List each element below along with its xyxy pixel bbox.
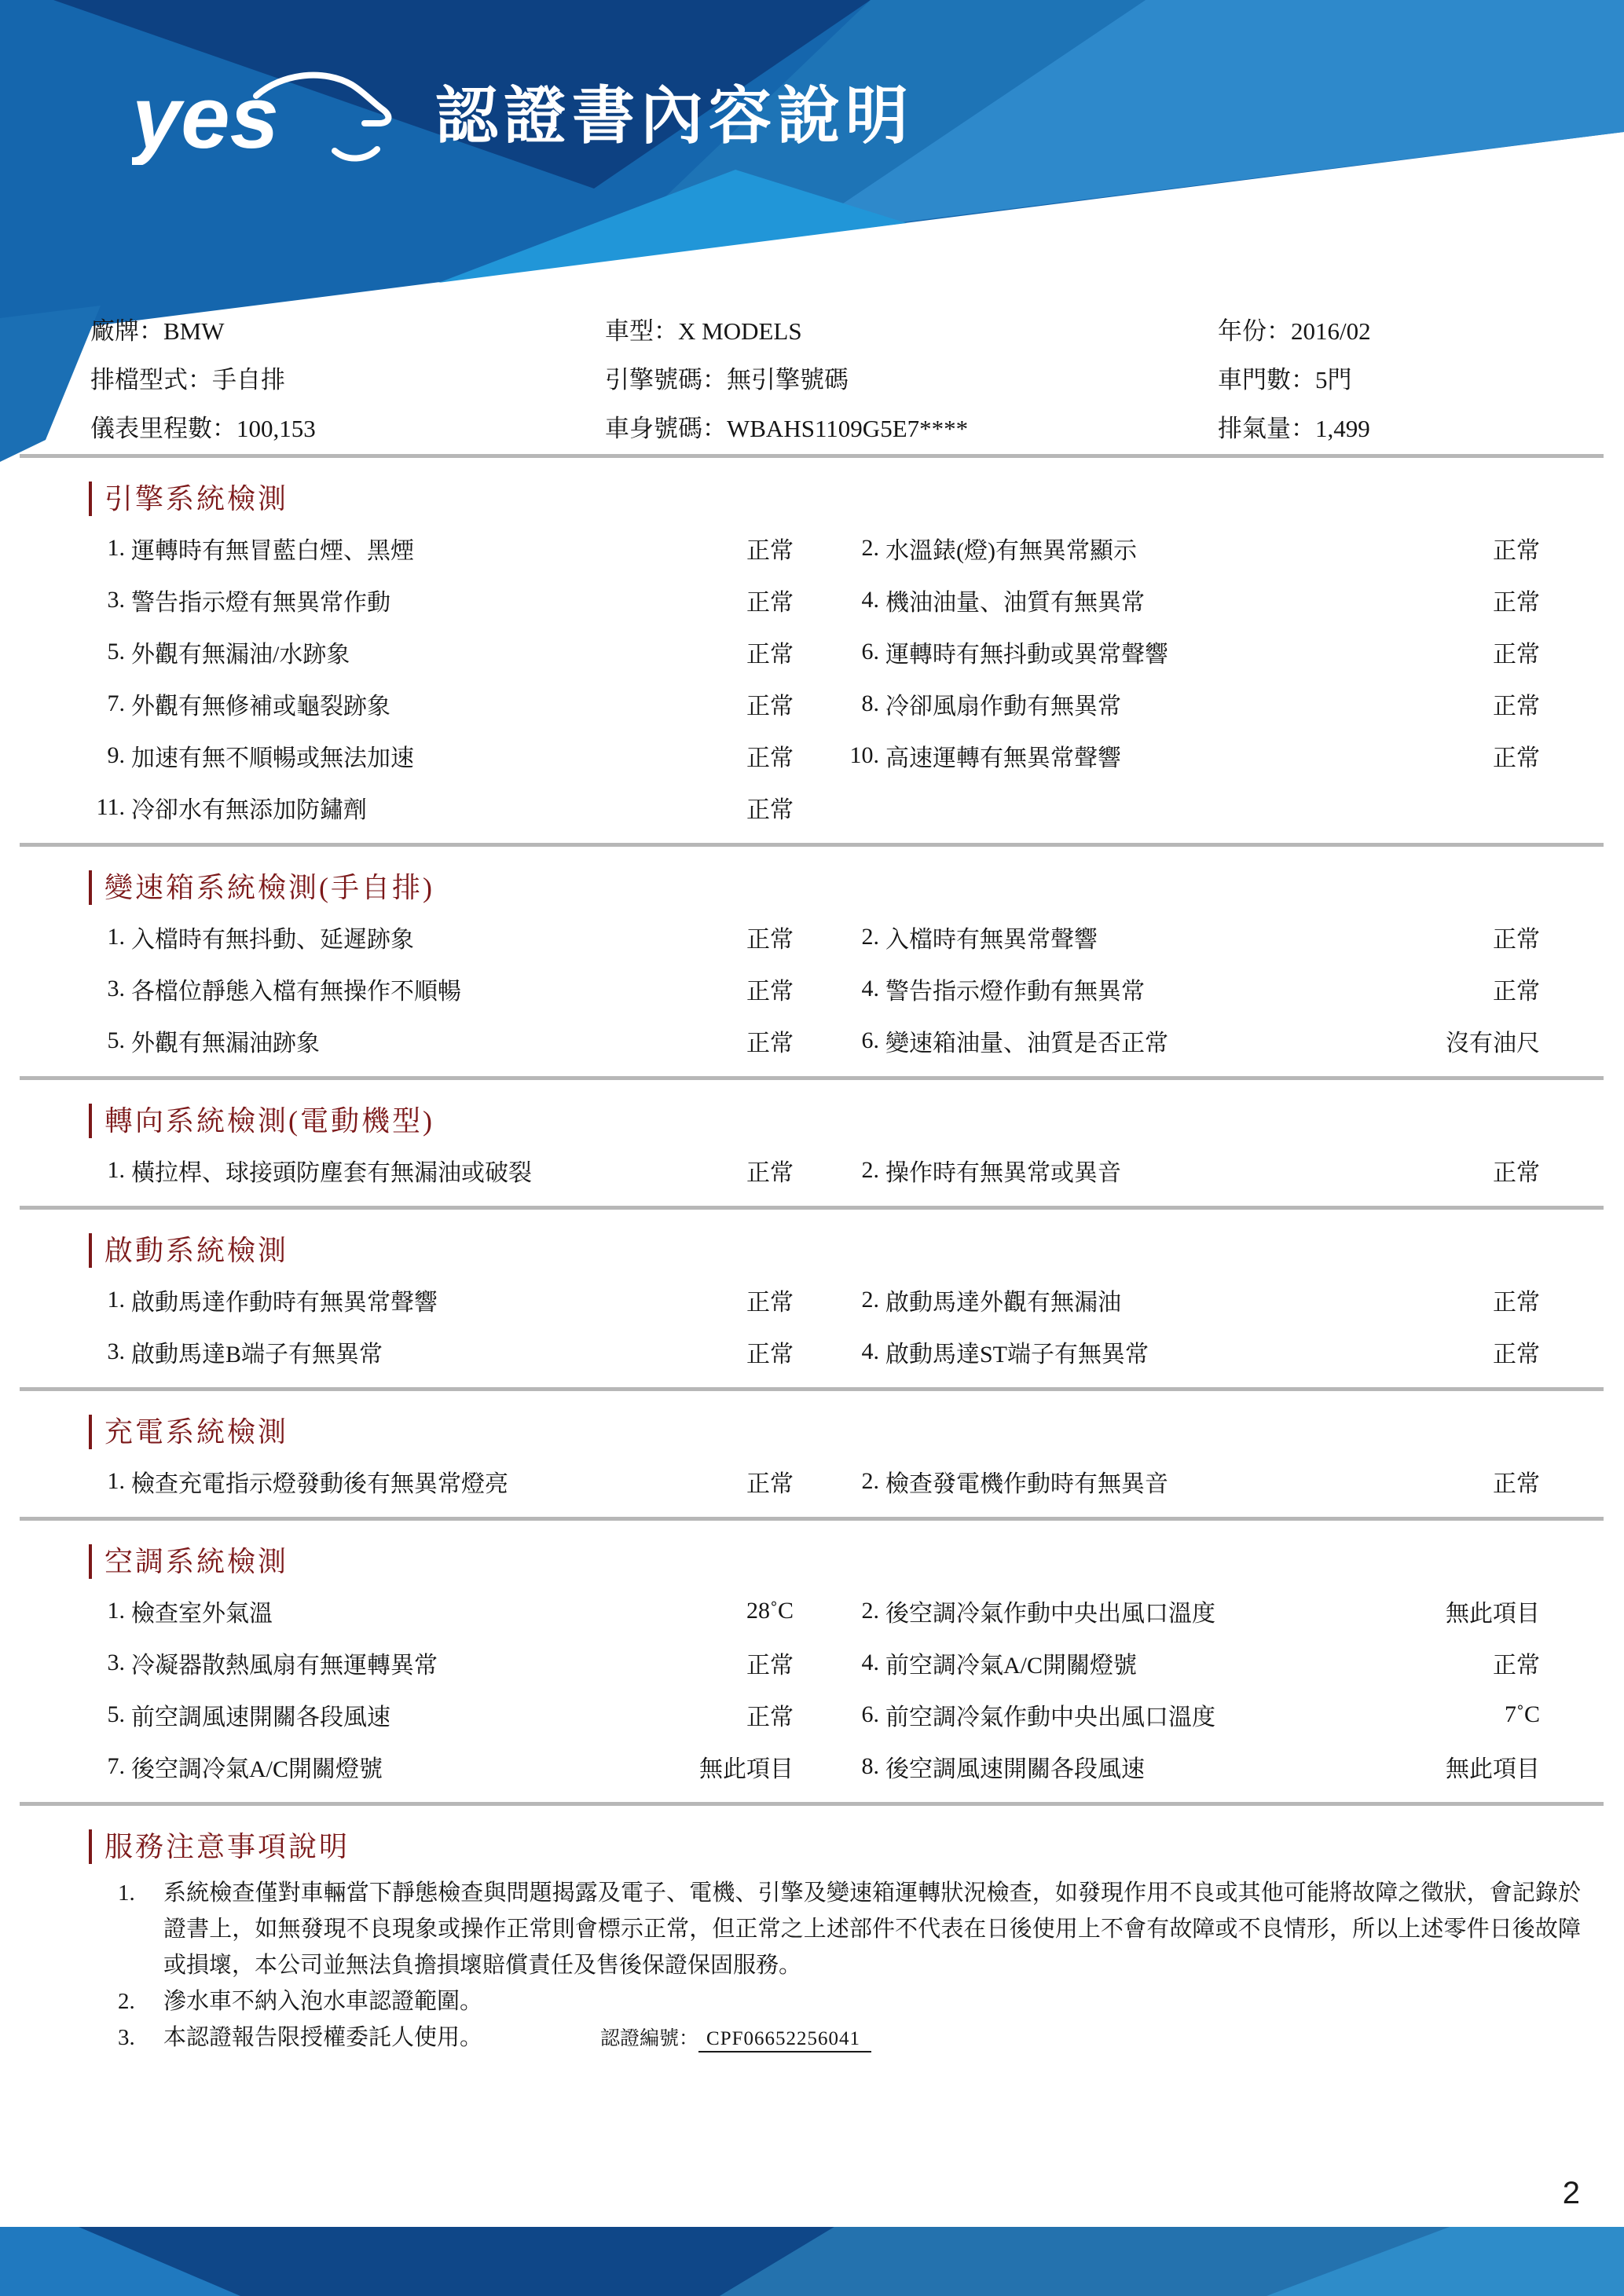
inspection-item-row (90, 963, 1540, 1015)
item-number: 6. (861, 639, 879, 665)
item-label: 後空調冷氣作動中央出風口溫度 (885, 1601, 1215, 1627)
vehicle-info-label: 排氣量： (1218, 415, 1315, 442)
item-label: 運轉時有無抖動或異常聲響 (885, 642, 1168, 668)
vehicle-info-label: 儀表里程數： (90, 415, 236, 442)
yes-logo-text: yes (132, 68, 279, 165)
item-status: 正常 (1493, 979, 1540, 1005)
item-number: 8. (861, 1753, 879, 1779)
item-number: 6. (861, 1701, 879, 1727)
vehicle-info-label: 廠牌： (90, 317, 163, 345)
note-number: 3. (118, 2025, 135, 2050)
item-status: 正常 (746, 797, 794, 823)
item-status: 正常 (746, 1290, 794, 1316)
inspection-item-row (90, 678, 1540, 730)
vehicle-info-field (90, 316, 605, 347)
item-label: 啟動馬達作動時有無異常聲響 (131, 1290, 438, 1316)
item-number: 2. (861, 924, 879, 950)
inspection-sections (0, 482, 1624, 1806)
item-number: 2. (861, 1468, 879, 1494)
inspection-section (0, 482, 1624, 847)
inspection-item-row (90, 626, 1540, 678)
vehicle-info-value: 5門 (1315, 366, 1352, 394)
inspection-item-row (90, 1144, 1540, 1196)
note-number: 1. (118, 1880, 135, 1906)
item-status: 7˚C (1505, 1701, 1540, 1727)
item-status: 無此項目 (699, 1756, 794, 1782)
item-label: 前空調冷氣A/C開關燈號 (885, 1653, 1138, 1679)
note-text (163, 1875, 1581, 1983)
item-status: 正常 (746, 1653, 794, 1679)
item-number: 1. (107, 1468, 125, 1494)
item-number: 3. (107, 976, 125, 1002)
separator (20, 1206, 1604, 1210)
item-status: 正常 (746, 1160, 794, 1186)
vehicle-info-value: 100,153 (236, 415, 316, 442)
item-status: 正常 (1493, 927, 1540, 953)
item-label: 外觀有無漏油跡象 (131, 1031, 320, 1056)
item-label: 機油油量、油質有無異常 (885, 590, 1145, 616)
item-label: 冷卻風扇作動有無異常 (885, 694, 1121, 720)
note-text (163, 1983, 1581, 2020)
item-label: 警告指示燈作動有無異常 (885, 979, 1145, 1005)
note-text-content: 本認證報告限授權委託人使用。 (163, 2025, 483, 2050)
service-note (118, 1875, 1581, 1983)
inspection-items (90, 1144, 1540, 1196)
vehicle-info-label: 車門數： (1218, 366, 1315, 394)
note-text-content: 系統檢查僅對車輛當下靜態檢查與問題揭露及電子、電機、引擎及變速箱運轉狀況檢查，如發現作用不良或其他可能將故障之徵狀，會記錄於證書上，如無發現不良現象或操作正常則會標示正常，但正常之上述部件不代表在日後使用上不會有故障或不良情形，所以上述零件日後故障或損壞，本公司並無法負擔損壞賠償責任及售後保證保固服務。 (163, 1880, 1581, 1978)
section-title: 充電系統檢測 (89, 1415, 1624, 1449)
item-number: 5. (107, 639, 125, 665)
inspection-item-row (90, 782, 1540, 833)
item-number: 6. (861, 1027, 879, 1053)
item-label: 冷凝器散熱風扇有無運轉異常 (131, 1653, 438, 1679)
item-number: 2. (861, 1157, 879, 1183)
item-number: 1. (107, 924, 125, 950)
item-status: 正常 (1493, 745, 1540, 771)
vehicle-info-field (90, 413, 605, 445)
item-number: 1. (107, 1287, 125, 1313)
vehicle-info-field (90, 364, 605, 396)
item-label: 啟動馬達B端子有無異常 (131, 1342, 383, 1368)
item-number: 7. (107, 1753, 125, 1779)
item-number: 8. (861, 690, 879, 716)
item-status: 正常 (746, 590, 794, 616)
certificate-body (0, 316, 1624, 2057)
item-label: 運轉時有無冒藍白煙、黑煙 (131, 538, 414, 564)
item-label: 檢查發電機作動時有無異音 (885, 1471, 1168, 1497)
inspection-item-row (90, 1015, 1540, 1067)
service-note (118, 1983, 1581, 2020)
vehicle-info-value: 手自排 (212, 366, 285, 394)
item-number: 1. (107, 535, 125, 561)
inspection-section (0, 870, 1624, 1080)
inspection-section (0, 1104, 1624, 1210)
item-status: 正常 (1493, 1342, 1540, 1368)
separator (20, 843, 1604, 847)
vehicle-info-field (1218, 413, 1540, 445)
separator (20, 454, 1604, 458)
inspection-item-row (90, 1456, 1540, 1507)
vehicle-info-value: WBAHS1109G5E7**** (727, 415, 969, 442)
item-status: 正常 (1493, 642, 1540, 668)
vehicle-info-label: 車型： (605, 317, 678, 345)
item-label: 檢查室外氣溫 (131, 1601, 273, 1627)
item-number: 11. (96, 794, 125, 820)
item-number: 5. (107, 1701, 125, 1727)
item-status: 正常 (746, 979, 794, 1005)
inspection-item-row (90, 1274, 1540, 1326)
vehicle-info-field (605, 364, 1218, 396)
inspection-items (90, 1456, 1540, 1507)
item-label: 操作時有無異常或異音 (885, 1160, 1121, 1186)
vehicle-info-field (605, 413, 1218, 445)
note-text (163, 2020, 1581, 2057)
item-number: 1. (107, 1157, 125, 1183)
item-label: 外觀有無修補或龜裂跡象 (131, 694, 390, 720)
inspection-items (90, 911, 1540, 1067)
item-label: 檢查充電指示燈發動後有無異常燈亮 (131, 1471, 508, 1497)
inspection-item-row (90, 1637, 1540, 1689)
item-status: 正常 (746, 642, 794, 668)
header (132, 68, 914, 165)
item-status: 28˚C (746, 1598, 794, 1624)
section-title: 變速箱系統檢測(手自排) (89, 870, 1624, 905)
item-status: 正常 (746, 1705, 794, 1730)
item-number: 10. (849, 742, 879, 768)
inspection-item-row (90, 1326, 1540, 1378)
item-label: 水溫錶(燈)有無異常顯示 (885, 538, 1137, 564)
vehicle-info-value: 2016/02 (1291, 317, 1371, 345)
item-status: 正常 (1493, 538, 1540, 564)
item-status: 正常 (1493, 1290, 1540, 1316)
item-status: 正常 (746, 927, 794, 953)
separator (20, 1517, 1604, 1521)
item-status: 正常 (746, 1471, 794, 1497)
item-label: 高速運轉有無異常聲響 (885, 745, 1121, 771)
inspection-section (0, 1415, 1624, 1521)
item-label: 各檔位靜態入檔有無操作不順暢 (131, 979, 461, 1005)
item-number: 7. (107, 690, 125, 716)
item-number: 1. (107, 1598, 125, 1624)
item-number: 4. (861, 1650, 879, 1675)
separator (20, 1802, 1604, 1806)
service-notes-section (0, 1829, 1624, 2057)
section-title: 引擎系統檢測 (89, 482, 1624, 516)
item-status: 沒有油尺 (1446, 1031, 1540, 1056)
certification-number-label: 認證編號： (600, 2028, 699, 2049)
item-status: 無此項目 (1446, 1756, 1540, 1782)
page-number: 2 (1562, 2176, 1580, 2210)
item-number: 2. (861, 1287, 879, 1313)
item-number: 3. (107, 1338, 125, 1364)
item-number: 5. (107, 1027, 125, 1053)
item-number: 4. (861, 976, 879, 1002)
vehicle-info-value: 1,499 (1315, 415, 1370, 442)
item-status: 正常 (1493, 1160, 1540, 1186)
inspection-items (90, 522, 1540, 833)
item-label: 前空調風速開關各段風速 (131, 1705, 390, 1730)
item-status: 正常 (746, 1342, 794, 1368)
separator (20, 1076, 1604, 1080)
item-label: 前空調冷氣作動中央出風口溫度 (885, 1705, 1215, 1730)
yes-logo (132, 68, 399, 165)
inspection-item-row (90, 574, 1540, 626)
item-label: 橫拉桿、球接頭防塵套有無漏油或破裂 (131, 1160, 532, 1186)
item-label: 入檔時有無異常聲響 (885, 927, 1098, 953)
inspection-item-row (90, 730, 1540, 782)
item-number: 3. (107, 1650, 125, 1675)
item-status: 正常 (1493, 1653, 1540, 1679)
note-number: 2. (118, 1989, 135, 2014)
vehicle-info-value: 無引擎號碼 (727, 366, 849, 394)
footer-background (0, 2227, 1624, 2296)
vehicle-info-field (1218, 316, 1540, 347)
item-status: 正常 (1493, 590, 1540, 616)
vehicle-info-value: X MODELS (678, 317, 802, 345)
item-status: 正常 (1493, 1471, 1540, 1497)
item-status: 正常 (746, 538, 794, 564)
item-label: 警告指示燈有無異常作動 (131, 590, 390, 616)
item-label: 後空調風速開關各段風速 (885, 1756, 1145, 1782)
section-title: 啟動系統檢測 (89, 1233, 1624, 1268)
inspection-section (0, 1544, 1624, 1806)
vehicle-info-field (605, 316, 1218, 347)
inspection-section (0, 1233, 1624, 1391)
page-title: 認證書內容說明 (435, 81, 914, 151)
item-status: 無此項目 (1446, 1601, 1540, 1627)
item-number: 2. (861, 535, 879, 561)
item-number: 3. (107, 587, 125, 613)
item-label: 外觀有無漏油/水跡象 (131, 642, 350, 668)
vehicle-info (90, 316, 1624, 445)
separator (20, 1387, 1604, 1391)
section-title-service-notes: 服務注意事項說明 (89, 1829, 1624, 1864)
item-label: 冷卻水有無添加防鏽劑 (131, 797, 367, 823)
item-number: 4. (861, 587, 879, 613)
certification-number-value: CPF06652256041 (698, 2028, 871, 2052)
inspection-item-row (90, 522, 1540, 574)
item-label: 加速有無不順暢或無法加速 (131, 745, 414, 771)
item-label: 變速箱油量、油質是否正常 (885, 1031, 1168, 1056)
item-status: 正常 (746, 1031, 794, 1056)
item-label: 啟動馬達外觀有無漏油 (885, 1290, 1121, 1316)
item-number: 9. (107, 742, 125, 768)
item-status: 正常 (746, 745, 794, 771)
item-label: 後空調冷氣A/C開關燈號 (131, 1756, 383, 1782)
service-notes-list (118, 1875, 1581, 2057)
vehicle-info-label: 引擎號碼： (605, 366, 727, 394)
inspection-item-row (90, 1585, 1540, 1637)
item-label: 啟動馬達ST端子有無異常 (885, 1342, 1149, 1368)
certification-number (600, 2028, 871, 2049)
section-title: 轉向系統檢測(電動機型) (89, 1104, 1624, 1138)
inspection-item-row (90, 1741, 1540, 1792)
item-label: 入檔時有無抖動、延遲跡象 (131, 927, 414, 953)
note-text-content: 滲水車不納入泡水車認證範圍。 (163, 1989, 483, 2014)
inspection-items (90, 1585, 1540, 1792)
item-status: 正常 (1493, 694, 1540, 720)
vehicle-info-label: 年份： (1218, 317, 1291, 345)
item-status: 正常 (746, 694, 794, 720)
section-title: 空調系統檢測 (89, 1544, 1624, 1579)
vehicle-info-field (1218, 364, 1540, 396)
service-note (118, 2020, 1581, 2057)
inspection-item-row (90, 1689, 1540, 1741)
inspection-items (90, 1274, 1540, 1378)
item-number: 4. (861, 1338, 879, 1364)
vehicle-info-value: BMW (163, 317, 225, 345)
vehicle-info-label: 車身號碼： (605, 415, 727, 442)
item-number: 2. (861, 1598, 879, 1624)
inspection-item-row (90, 911, 1540, 963)
vehicle-info-label: 排檔型式： (90, 366, 212, 394)
